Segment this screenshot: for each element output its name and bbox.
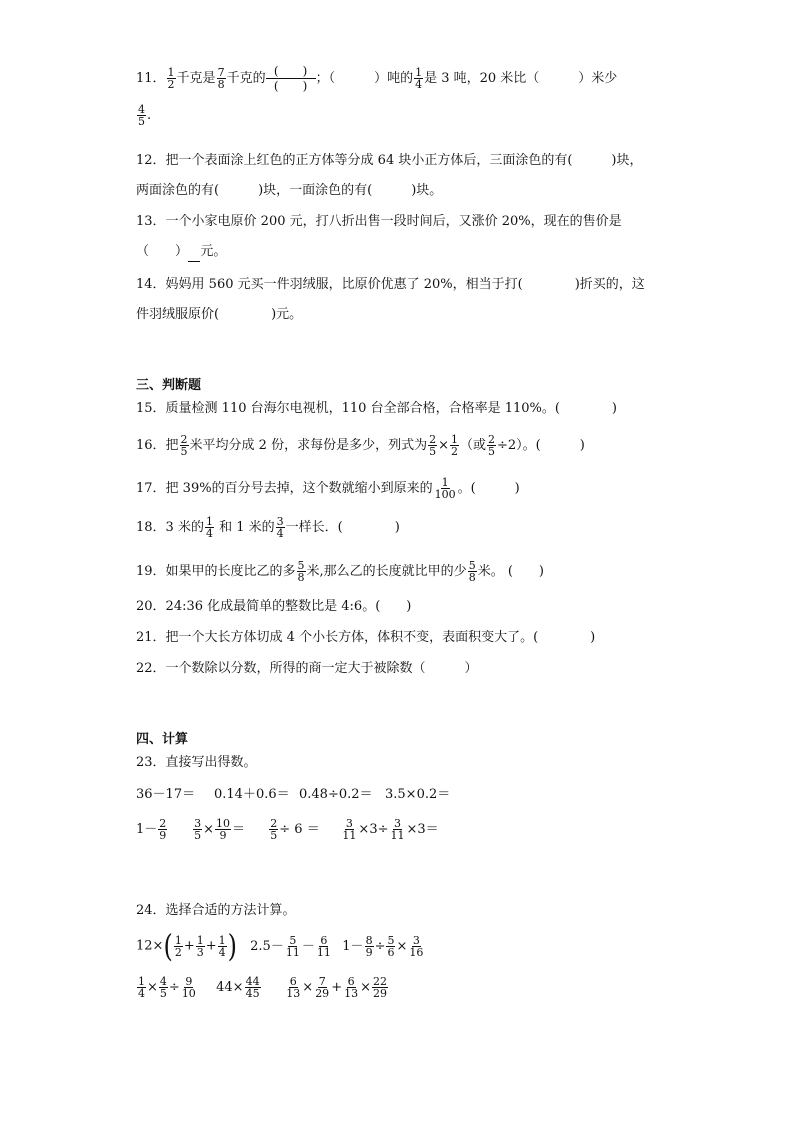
question-12-line2: 两面涂色的有( )块，一面涂色的有( )块。 (136, 183, 443, 198)
calc24-row-2: $\frac{1}{4}$ × $\frac{4}{5}$ ÷ $\frac{9}{10}$ 44× $\frac{44}{45}$ $\frac{6}{13}$ × $\frac{7}{29}$ + $\frac{6}{13}$ × $\frac{22}{29}$ (138, 975, 387, 1000)
question-15: 15．质量检测 110 台海尔电视机，110 台全部合格，合格率是 110%。( ) (136, 401, 618, 416)
question-16: 16．把 $\frac{2}{5}$ 米平均分成 2 份，求每份是多少，列式为 $\frac{2}{5}$ × $\frac{1}{2}$ （或 $\frac{2}{5}$ ÷2）。( ) (136, 433, 585, 458)
fraction: $\frac{5}{11}$ (285, 933, 300, 959)
fraction: $\frac{5}{8}$ (297, 559, 305, 584)
fraction: $\frac{1}{2}$ (451, 433, 458, 458)
fraction: $\frac{2}{5}$ (488, 433, 496, 458)
question-13-line2: （ ） 元。 (136, 243, 226, 262)
question-14-line1: 14．妈妈用 560 元买一件羽绒服，比原价优惠了 20%，相当于打( )折买的，这 (136, 277, 645, 292)
fraction: $\frac{2}{5}$ (429, 433, 437, 458)
fraction: $\frac{6}{11}$ (316, 933, 331, 959)
fraction: $\frac{9}{10}$ (181, 975, 196, 1000)
fraction: $\frac{3}{11}$ (342, 817, 357, 842)
calc24-row-1: 12×( $\frac{1}{2}$ + $\frac{1}{3}$ + $\frac{1}{4}$ ) 2.5－ $\frac{5}{11}$ － $\frac{6}{11}$ 1－ $\frac{8}{9}$ ÷ $\frac{5}{6}$ × $\frac{3}{16}$ (136, 927, 424, 965)
question-18: 18．3 米的 $\frac{1}{4}$ 和 1 米的 $\frac{3}{4}$ 一样长．( ) (136, 515, 400, 540)
fraction: $\frac{8}{9}$ (365, 933, 373, 959)
fraction: $\frac{3}{4}$ (276, 515, 284, 540)
fraction: $\frac{5}{6}$ (387, 933, 395, 959)
fraction: $\frac{10}{9}$ (216, 817, 231, 842)
fraction: $\frac{2}{5}$ (270, 817, 278, 842)
section-heading-judgement: 三、判断题 (136, 378, 202, 393)
question-14-line2: 件羽绒服原价( )元。 (136, 307, 303, 322)
calc-row-2: 1－ $\frac{2}{9}$ $\frac{3}{5}$ × $\frac{10}{9}$ ＝ $\frac{2}{5}$ ÷ 6 ＝ $\frac{3}{11}$ ×3÷ $\frac{3}{11}$ ×3＝ (136, 817, 439, 842)
fraction: $\frac{6}{13}$ (344, 975, 359, 1000)
fraction: $\frac{4}{5}$ (138, 103, 145, 128)
fraction: $\frac{4}{5}$ (159, 975, 167, 1000)
fraction: $\frac{1}{2}$ (174, 933, 182, 959)
question-24-title: 24．选择合适的方法计算。 (136, 903, 296, 918)
calc-row-1: 36－17＝ 0.14＋0.6＝ 0.48÷0.2＝ 3.5×0.2＝ (136, 787, 451, 802)
question-12-line1: 12．把一个表面涂上红色的正方体等分成 64 块小正方体后，三面涂色的有( )块， (136, 153, 643, 168)
question-11-cont: $\frac{4}{5}$ . (138, 103, 152, 128)
question-22: 22．一个数除以分数，所得的商一定大于被除数（ ） (136, 661, 478, 676)
question-11: 11． $\frac{1}{2}$ 千克是 $\frac{7}{8}$ 千克的 ( ) ( ) ；（ ）吨的 $\frac{1}{4}$ 是 3 吨，20 米比（ ）米少 (136, 64, 618, 93)
fraction: $\frac{7}{8}$ (217, 66, 225, 91)
fraction: $\frac{1}{4}$ (415, 66, 423, 91)
fraction: $\frac{1}{100}$ (434, 476, 456, 501)
fraction: $\frac{1}{2}$ (167, 66, 175, 91)
fraction: $\frac{1}{4}$ (205, 515, 213, 540)
fraction: $\frac{2}{9}$ (159, 817, 167, 842)
fraction: $\frac{2}{5}$ (180, 433, 188, 458)
answer-blank-fraction[interactable]: ( ) ( ) (266, 64, 316, 93)
fraction: $\frac{44}{45}$ (245, 975, 260, 1000)
question-20: 20．24:36 化成最简单的整数比是 4:6。( ) (136, 599, 412, 614)
question-17: 17．把 39%的百分号去掉，这个数就缩小到原来的 $\frac{1}{100}$ 。( ) (136, 476, 520, 501)
question-21: 21．把一个大长方体切成 4 个小长方体，体积不变，表面积变大了。( ) (136, 630, 596, 645)
section-heading-calculation: 四、计算 (136, 732, 189, 747)
fraction: $\frac{6}{13}$ (286, 975, 301, 1000)
fraction: $\frac{3}{5}$ (194, 817, 202, 842)
answer-underline[interactable] (188, 243, 200, 262)
question-19: 19．如果甲的长度比乙的多 $\frac{5}{8}$ 米,那么乙的长度就比甲的少 $\frac{5}{8}$ 米。 ( ) (136, 559, 544, 584)
fraction: $\frac{5}{8}$ (468, 559, 476, 584)
fraction: $\frac{22}{29}$ (373, 975, 387, 1000)
question-23-title: 23．直接写出得数。 (136, 755, 257, 770)
fraction: $\frac{7}{29}$ (315, 975, 330, 1000)
fraction: $\frac{1}{3}$ (196, 933, 204, 959)
fraction: $\frac{3}{11}$ (390, 817, 405, 842)
fraction: $\frac{1}{4}$ (218, 933, 226, 959)
fraction: $\frac{3}{16}$ (409, 933, 424, 959)
fraction: $\frac{1}{4}$ (138, 975, 145, 1000)
question-13-line1: 13．一个小家电原价 200 元，打八折出售一段时间后，又涨价 20%，现在的售价是 (136, 214, 622, 229)
